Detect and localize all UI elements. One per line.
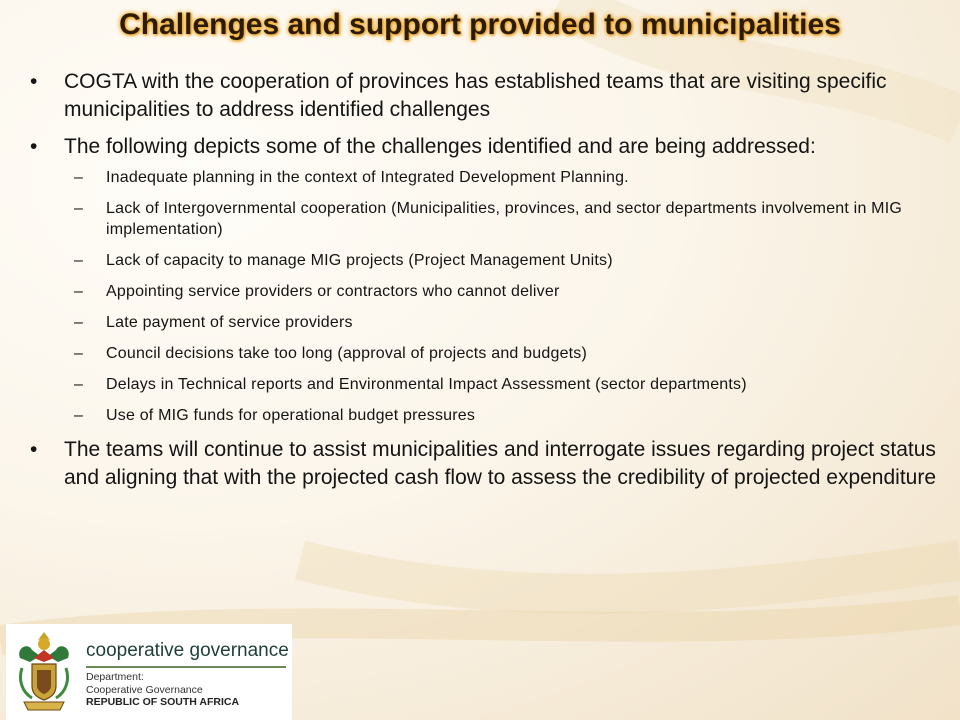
sub-bullet-item: [74, 198, 936, 240]
slide-content: [26, 68, 936, 492]
sub-bullet-item: [74, 281, 936, 302]
sub-bullet-text: Lack of capacity to manage MIG projects (Project Management Units): [106, 252, 613, 269]
logo-wordmark: cooperative governance: [86, 640, 289, 661]
sub-bullet-text: Council decisions take too long (approval of projects and budgets): [106, 345, 588, 362]
country-name: REPUBLIC OF SOUTH AFRICA: [86, 696, 240, 708]
sub-bullet-text: Appointing service providers or contractors who cannot deliver: [106, 283, 560, 300]
dash-marker: –: [74, 200, 84, 217]
dash-marker: –: [74, 376, 84, 393]
bullet-item: [26, 436, 936, 492]
dash-marker: –: [74, 407, 84, 424]
sub-bullet-item: [74, 343, 936, 364]
department-label: Department:: [86, 671, 144, 683]
bullet-item: [26, 133, 936, 161]
sub-bullet-text: Use of MIG funds for operational budget pressures: [106, 407, 476, 424]
dash-marker: –: [74, 345, 84, 362]
dash-marker: –: [74, 252, 84, 269]
sub-bullet-item: [74, 405, 936, 426]
sub-bullet-item: [74, 374, 936, 395]
bullet-item: [26, 68, 936, 124]
sub-bullet-item: [74, 312, 936, 333]
bullet-text: The teams will continue to assist municipalities and interrogate issues regarding project status and aligning that with the projected cash flow to assess the credibility of projected expenditure: [64, 438, 937, 489]
bullet-text: The following depicts some of the challenges identified and are being addressed:: [64, 135, 816, 158]
dash-marker: –: [74, 169, 84, 186]
bullet-marker: •: [30, 70, 38, 93]
bullet-marker: •: [30, 438, 38, 461]
sub-bullet-text: Lack of Intergovernmental cooperation (Municipalities, provinces, and sector departments involvement in MIG implementation): [106, 200, 903, 238]
sub-bullet-text: Delays in Technical reports and Environmental Impact Assessment (sector departments): [106, 376, 747, 393]
sub-bullet-list: [74, 167, 936, 426]
department-name: Cooperative Governance: [86, 684, 203, 696]
logo-divider: [86, 666, 286, 668]
sub-bullet-item: [74, 250, 936, 271]
coat-of-arms-icon: [10, 628, 78, 716]
dash-marker: –: [74, 283, 84, 300]
bullet-text: COGTA with the cooperation of provinces has established teams that are visiting specific municipalities to address identified challenges: [64, 70, 887, 121]
bullet-marker: •: [30, 135, 38, 158]
sub-bullet-item: [74, 167, 936, 188]
department-logo: [6, 624, 292, 720]
slide-title: Challenges and support provided to municipalities: [119, 8, 841, 41]
sub-bullet-text: Late payment of service providers: [106, 314, 353, 331]
sub-bullet-text: Inadequate planning in the context of Integrated Development Planning.: [106, 169, 629, 186]
dash-marker: –: [74, 314, 84, 331]
